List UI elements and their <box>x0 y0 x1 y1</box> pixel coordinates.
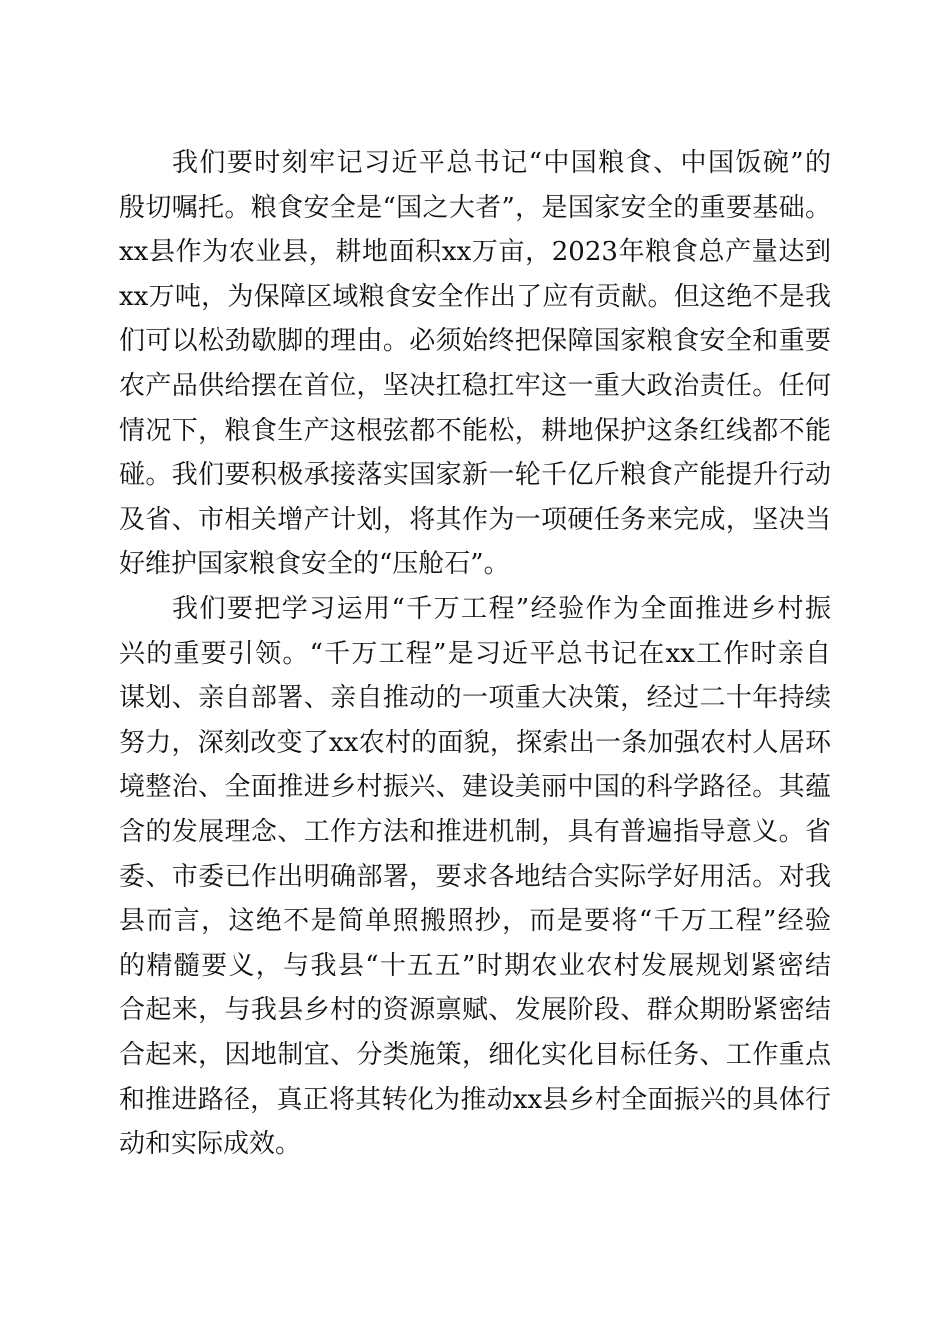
text-line: xx万吨，为保障区域粮食安全作出了应有贡献。但这绝不是我 <box>119 282 831 312</box>
text-line: 的精髓要义，与我县“十五五”时期农业农村发展规划紧密结 <box>119 951 831 981</box>
text-line: 委、市委已作出明确部署，要求各地结合实际学好用活。对我 <box>119 862 831 892</box>
text-line: 们可以松劲歇脚的理由。必须始终把保障国家粮食安全和重要 <box>119 326 831 356</box>
text-line: 农产品供给摆在首位，坚决扛稳扛牢这一重大政治责任。任何 <box>119 371 831 401</box>
text-line: 动和实际成效。 <box>119 1129 302 1159</box>
text-line: xx县作为农业县，耕地面积xx万亩，2023年粮食总产量达到 <box>119 237 831 267</box>
text-line: 谋划、亲自部署、亲自推动的一项重大决策，经过二十年持续 <box>119 683 831 713</box>
text-line: 我们要把学习运用“千万工程”经验作为全面推进乡村振 <box>172 594 831 624</box>
text-line: 合起来，因地制宜、分类施策，细化实化目标任务、工作重点 <box>119 1040 831 1070</box>
text-line: 情况下，粮食生产这根弦都不能松，耕地保护这条红线都不能 <box>119 416 831 446</box>
text-line: 好维护国家粮食安全的“压舱石”。 <box>119 549 510 579</box>
text-line: 兴的重要引领。“千万工程”是习近平总书记在xx工作时亲自 <box>119 639 831 669</box>
text-line: 殷切嘱托。粮食安全是“国之大者”，是国家安全的重要基础。 <box>119 193 831 223</box>
text-line: 含的发展理念、工作方法和推进机制，具有普遍指导意义。省 <box>119 817 831 847</box>
text-line: 碰。我们要积极承接落实国家新一轮千亿斤粮食产能提升行动 <box>119 460 831 490</box>
text-line: 合起来，与我县乡村的资源禀赋、发展阶段、群众期盼紧密结 <box>119 995 831 1025</box>
text-line: 努力，深刻改变了xx农村的面貌，探索出一条加强农村人居环 <box>119 728 831 758</box>
text-line: 我们要时刻牢记习近平总书记“中国粮食、中国饭碗”的 <box>172 148 831 178</box>
text-line: 县而言，这绝不是简单照搬照抄，而是要将“千万工程”经验 <box>119 906 831 936</box>
text-line: 境整治、全面推进乡村振兴、建设美丽中国的科学路径。其蕴 <box>119 772 831 802</box>
text-line: 及省、市相关增产计划，将其作为一项硬任务来完成，坚决当 <box>119 505 831 535</box>
text-line: 和推进路径，真正将其转化为推动xx县乡村全面振兴的具体行 <box>119 1085 831 1115</box>
